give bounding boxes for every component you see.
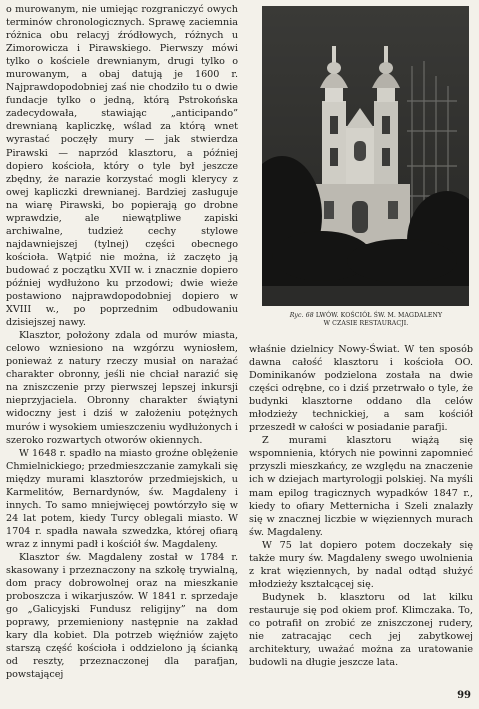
right-column [249, 343, 473, 669]
church-photo-drawing [262, 6, 469, 306]
page-number: 99 [457, 690, 471, 701]
figure-number: Ryc. 68 [289, 312, 314, 319]
paragraph: właśnie dzielnicy Nowy-Świat. W ten sposób dawna całość klasztoru i kościoła OO. Dominikanów podzielona została na dwie części odrębne, co i dziś przetrwało o tyle, że budynki klasztorne oddano dla celów młodzieży technickiej, a sam kościół przeszedł w całości w posiadanie parafji. [249, 344, 473, 434]
paragraph: W 75 lat dopiero potem doczekały się także mury św. Magdaleny swego uwolnienia z krat więziennych, by nadal odtąd służyć młodzieży kształcącej się. [249, 539, 473, 590]
church-photo [262, 6, 469, 306]
figure-caption [264, 312, 468, 328]
paragraph: Budynek b. klasztoru od lat kilku restauruje się pod okiem prof. Klimczaka. To, co potrafił on zrobić ze zniszczonej rudery, nie zatracając cech jej zabytkowej architektury, uważać można za uratowanie budowli na długie jeszcze lata. [249, 591, 473, 669]
paragraph: Klasztor św. Magdaleny został w 1784 r. skasowany i przeznaczony na szkołę trywialną, dom pracy dobrowolnej oraz na mieszkanie proboszcza i wikarjuszów. W 1841 r. sprzedaje go „Galicyjski Fundusz religijny” na dom poprawy, przemieniony następnie na zakład kary dla kobiet. Dla potrzeb więźniów zajęto starszą część kościoła i oddzielono ją ścianką od reszty, przeznaczonej dla parafjan, powstającej [6, 551, 238, 681]
caption-line-1: LWÓW. KOŚCIÓŁ ŚW. M. MAGDALENY [315, 312, 443, 319]
paragraph: Z murami klasztoru wiążą się wspomnienia, których nie powinni zapomnieć przyszli mieszkańcy, ze względu na znaczenie ich w dziejach martyrologji polskiej. Na myśli mam epilog tragicznych wypadków 1847 r., kiedy to ofiary Metternicha i Szeli znalazły się w znacznej liczbie w więziennych murach św. Magdaleny. [249, 435, 473, 538]
paragraph: o murowanym, nie umiejąc rozgraniczyć owych terminów chronologicznych. Sprawę zaciemnia różnica obu relacyj źródłowych, różnych u Zimorowicza i Pirawskiego. Pierwszy mówi tylko o kościele drewnianym, drugi tylko o murowanym, a obaj datują je 1600 r. Najprawdopodobniej zaś nie chodziło tu o dwie fundacje tylko o jedną, którą Pstrokońska zadecydowała, stawiając „anticipando” drewnianą kapliczkę, wślad za którą wnet wyrastać poczęły mury — jak stwierdza Pirawski — naprzód klasztoru, a później dopiero kościoła, który o tyle był jeszcze zbędny, że narazie korzystać mogli klerycy z owej kapliczki drewnianej. Bardziej zasługuje na wiarę Pirawski, bo popierają go drobne wprawdzie, ale niewątpliwe zapiski archiwalne, tudzież cechy stylowe najdawniejszej (tylnej) części obecnego kościoła. Wątpić nie można, iż zaczęto ją budować z początku XVII w. i znacznie dopiero później wydłużono ku przodowi; dwie wieże postawiono najprawdopodobniej dopiero w XVIII w., po poprzednim odbudowaniu dzisiejszej nawy. [6, 4, 238, 329]
paragraph: W 1648 r. spadło na miasto groźne oblężenie Chmielnickiego; przedmieszczanie zamykali się między murami klasztorów przedmiejskich, u Karmelitów, Bernardynów, św. Magdaleny i innych. To samo mniejwięcej powtórzyło się w 24 lat potem, kiedy Turcy oblegali miasto. W 1704 r. spadła nawała szwedzka, której ofiarą wraz z innymi padł i kościół św. Magdaleny. [6, 447, 238, 550]
paragraph: Klasztor, położony zdala od murów miasta, celowo wzniesiono na wzgórzu wyniosłem, ponieważ z natury rzeczy musiał on narażać charakter obronny, jeśli nie chciał narazić się na zniszczenie przy pierwszej lepszej inkursji nieprzyjaciela. Obronny charakter świątyni widoczny jest i dziś w założeniu potężnych murów i wysokiem umieszczeniu wydłużonych i szeroko rozwartych otworów okiennych. [6, 330, 238, 446]
caption-line-2: W CZASIE RESTAURACJI. [323, 320, 409, 327]
left-column [6, 3, 238, 681]
